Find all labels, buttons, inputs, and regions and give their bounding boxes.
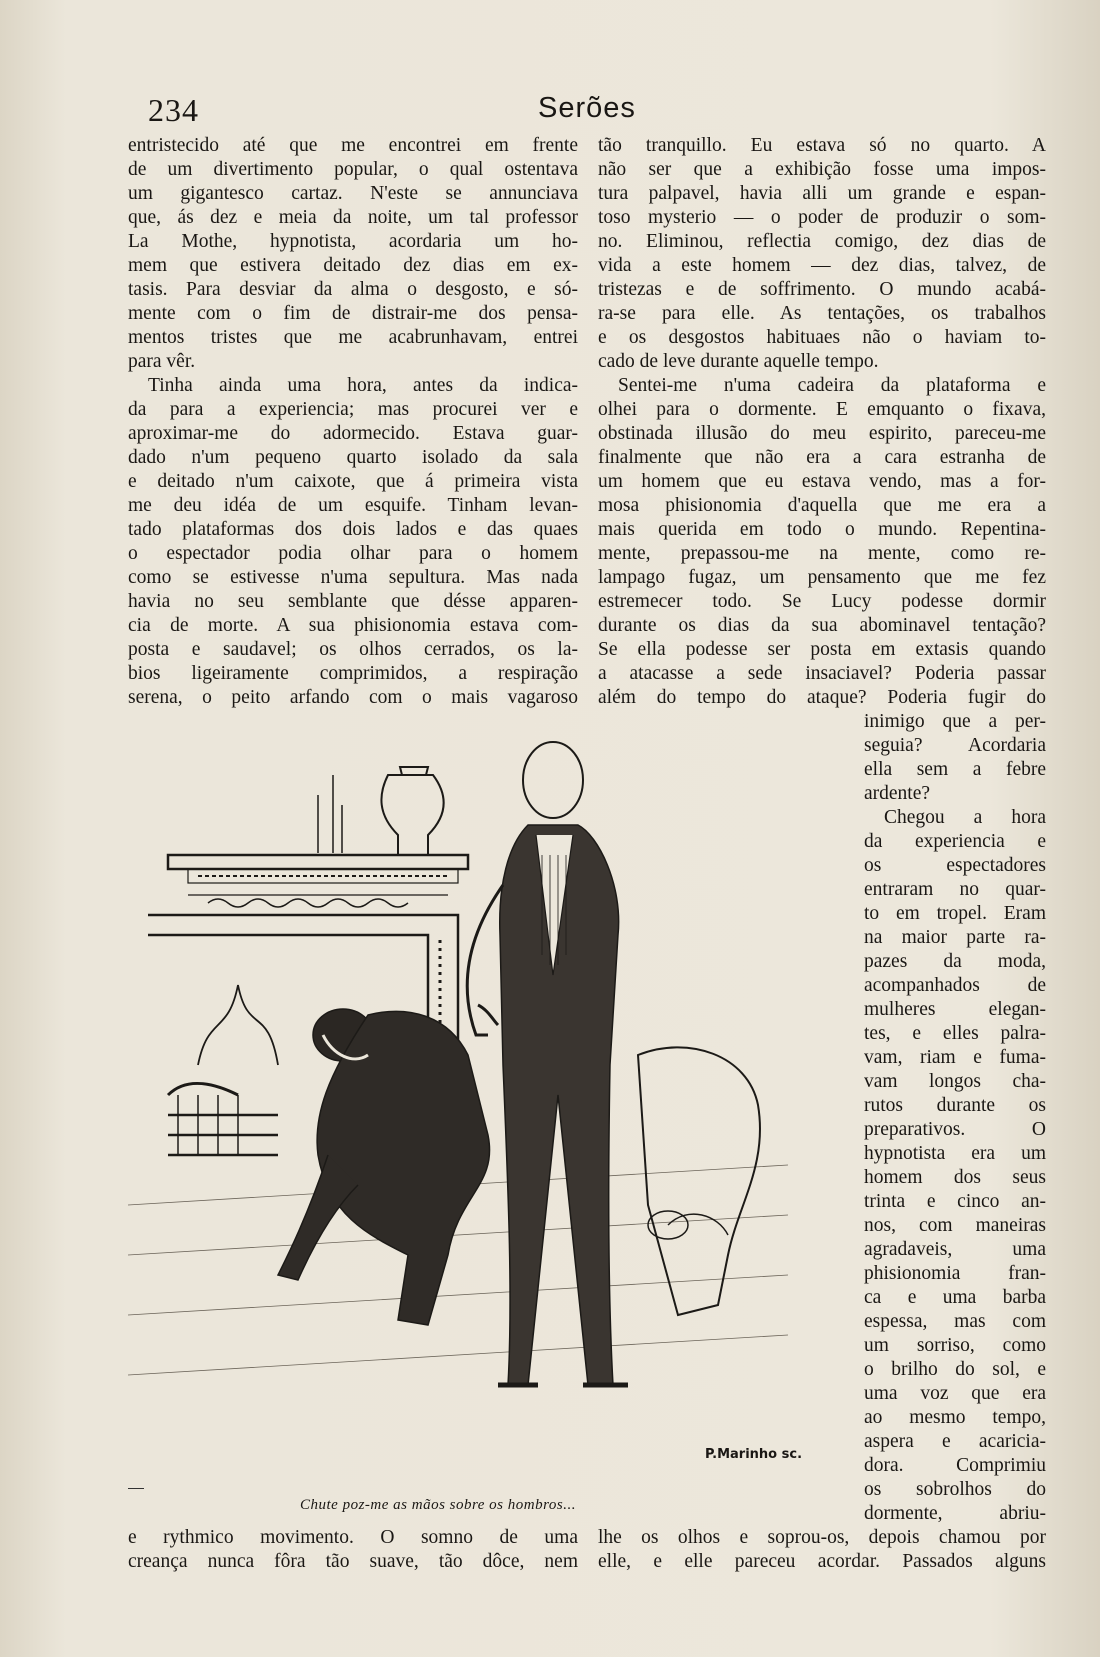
text-line: ardente? [864, 783, 931, 804]
text-line: tado plataformas dos dois lados e das quaes [128, 519, 578, 540]
text-line: mosa phisionomia d'aquella que me era a [598, 495, 1046, 516]
text-line: cado de leve durante aquelle tempo. [598, 351, 879, 372]
text-line: lampago fugaz, um pensamento que me fez [598, 567, 1046, 588]
text-line: posta e saudavel; os olhos cerrados, os la- [128, 639, 578, 660]
standing-man-head [523, 742, 583, 818]
text-line: agradaveis, uma [864, 1239, 1046, 1260]
text-line: seguia? Acordaria [864, 735, 1046, 756]
text-line: finalmente que não era a cara estranha de [598, 447, 1046, 468]
text-line: estremecer todo. Se Lucy podesse dormir [598, 591, 1046, 612]
text-line: pazes da moda, [864, 951, 1046, 972]
text-line: um homem que eu estava vendo, mas a for- [598, 471, 1046, 492]
text-line: que, ás dez e meia da noite, um tal professor [128, 207, 578, 228]
text-line: Tinha ainda uma hora, antes da indica- [148, 375, 578, 396]
text-line: e os desgostos habituaes não o haviam to- [598, 327, 1046, 348]
engraver-signature: P.Marinho sc. [705, 1447, 803, 1462]
text-line: havia no seu semblante que désse apparen- [128, 591, 578, 612]
text-line: o espectador podia olhar para o homem [128, 543, 578, 564]
text-line: dormente, abriu- [864, 1503, 1046, 1524]
text-line: Sentei-me n'uma cadeira da plataforma e [618, 375, 1046, 396]
illustration-caption: Chute poz-me as mãos sobre os hombros... [300, 1497, 576, 1513]
text-line: hypnotista era um [864, 1143, 1046, 1164]
text-line: mentos tristes que me acabrunhavam, entrei [128, 327, 578, 348]
vase-shape [381, 775, 443, 855]
text-line: Chegou a hora [884, 807, 1046, 828]
text-line: phisionomia fran- [864, 1263, 1046, 1284]
page-header [148, 92, 1028, 132]
text-line: como se estivesse n'uma sepultura. Mas nada [128, 567, 578, 588]
text-line: de um divertimento popular, o qual ostentava [128, 159, 578, 180]
text-line: tura palpavel, havia alli um grande e espan- [598, 183, 1046, 204]
text-line: nos, com maneiras [864, 1215, 1046, 1236]
text-line: homem dos seus [864, 1167, 1046, 1188]
running-title: Serões [538, 92, 636, 124]
text-line: cia de morte. A sua phisionomia estava com- [128, 615, 578, 636]
text-line: dora. Comprimiu [864, 1455, 1046, 1476]
illustration [128, 735, 788, 1480]
text-line: ella sem a febre [864, 759, 1046, 780]
text-line: serena, o peito arfando com o mais vagaroso [128, 687, 578, 708]
text-line: La Mothe, hypnotista, acordaria um ho- [128, 231, 578, 252]
text-line: lhe os olhos e soprou-os, depois chamou por [598, 1527, 1046, 1548]
text-line: mem que estivera deitado dez dias em ex- [128, 255, 578, 276]
text-line: para vêr. [128, 351, 196, 372]
text-line: a atacasse a sede insaciavel? Poderia passar [598, 663, 1046, 684]
text-line: trinta e cinco an- [864, 1191, 1046, 1212]
text-line: da para a experiencia; mas procurei ver e [128, 399, 578, 420]
text-line: mente, prepassou-me na mente, como re- [598, 543, 1046, 564]
text-line: acompanhados de [864, 975, 1046, 996]
text-line: durante os dias da sua abominavel tentação? [598, 615, 1046, 636]
text-line: obstinada illusão do meu espirito, pareceu-me [598, 423, 1046, 444]
mantel-shelf [168, 855, 468, 869]
armchair [638, 1047, 760, 1315]
text-line: elle, e elle pareceu acordar. Passados alguns [598, 1551, 1046, 1572]
text-line: inimigo que a per- [864, 711, 1046, 732]
text-line: vam, riam e fuma- [864, 1047, 1046, 1068]
text-line: um gigantesco cartaz. N'este se annunciava [128, 183, 578, 204]
dash-mark [128, 1488, 144, 1489]
text-line: mulheres elegan- [864, 999, 1046, 1020]
text-line: aspera e acaricia- [864, 1431, 1046, 1452]
text-line: mente com o fim de distrair-me dos pensa- [128, 303, 578, 324]
text-line: na maior parte ra- [864, 927, 1046, 948]
text-line: entraram no quar- [864, 879, 1046, 900]
text-line: ao mesmo tempo, [864, 1407, 1046, 1428]
text-line: no. Eliminou, reflectia comigo, dez dias de [598, 231, 1046, 252]
kneeling-man-body [317, 1011, 490, 1325]
text-line: tasis. Para desviar da alma o desgosto, e só- [128, 279, 578, 300]
text-line: creança nunca fôra tão suave, tão dôce, nem [128, 1551, 578, 1572]
text-line: me deu idéa de um esquife. Tinham levan- [128, 495, 578, 516]
text-line: ra-se para elle. As tentações, os trabalhos [598, 303, 1046, 324]
text-line: to em tropel. Eram [864, 903, 1046, 924]
text-line: além do tempo do ataque? Poderia fugir do [598, 687, 1046, 708]
text-line: não ser que a exhibição fosse uma impos- [598, 159, 1046, 180]
text-line: os sobrolhos do [864, 1479, 1046, 1500]
engraving-drawing [128, 735, 788, 1480]
page-number: 234 [148, 92, 199, 128]
text-line: tes, e elles palra- [864, 1023, 1046, 1044]
fire-flames [198, 985, 278, 1065]
text-line: tristezas e de soffrimento. O mundo acabá- [598, 279, 1046, 300]
text-line: tão tranquillo. Eu estava só no quarto. A [598, 135, 1046, 156]
text-line: vida a este homem — dez dias, talvez, de [598, 255, 1046, 276]
text-line: rutos durante os [864, 1095, 1046, 1116]
text-line: mais querida em todo o mundo. Repentina- [598, 519, 1046, 540]
text-line: vam longos cha- [864, 1071, 1046, 1092]
text-line: Se ella podesse ser posta em extasis quando [598, 639, 1046, 660]
text-line: olhei para o dormente. E emquanto o fixava, [598, 399, 1046, 420]
text-line: uma voz que era [864, 1383, 1046, 1404]
text-line: um sorriso, como [864, 1335, 1046, 1356]
text-line: bios ligeiramente comprimidos, a respiração [128, 663, 578, 684]
text-line: e deitado n'um caixote, que á primeira vista [128, 471, 578, 492]
text-line: o brilho do sol, e [864, 1359, 1046, 1380]
text-line: os espectadores [864, 855, 1046, 876]
text-line: ca e uma barba [864, 1287, 1046, 1308]
text-line: toso mysterio — o poder de produzir o som- [598, 207, 1046, 228]
text-line: da experiencia e [864, 831, 1046, 852]
text-line: preparativos. O [864, 1119, 1046, 1140]
text-line: entristecido até que me encontrei em frente [128, 135, 578, 156]
text-line: aproximar-me do adormecido. Estava guar- [128, 423, 578, 444]
text-line: dado n'um pequeno quarto isolado da sala [128, 447, 578, 468]
text-line: espessa, mas com [864, 1311, 1046, 1332]
text-line: e rythmico movimento. O somno de uma [128, 1527, 578, 1548]
